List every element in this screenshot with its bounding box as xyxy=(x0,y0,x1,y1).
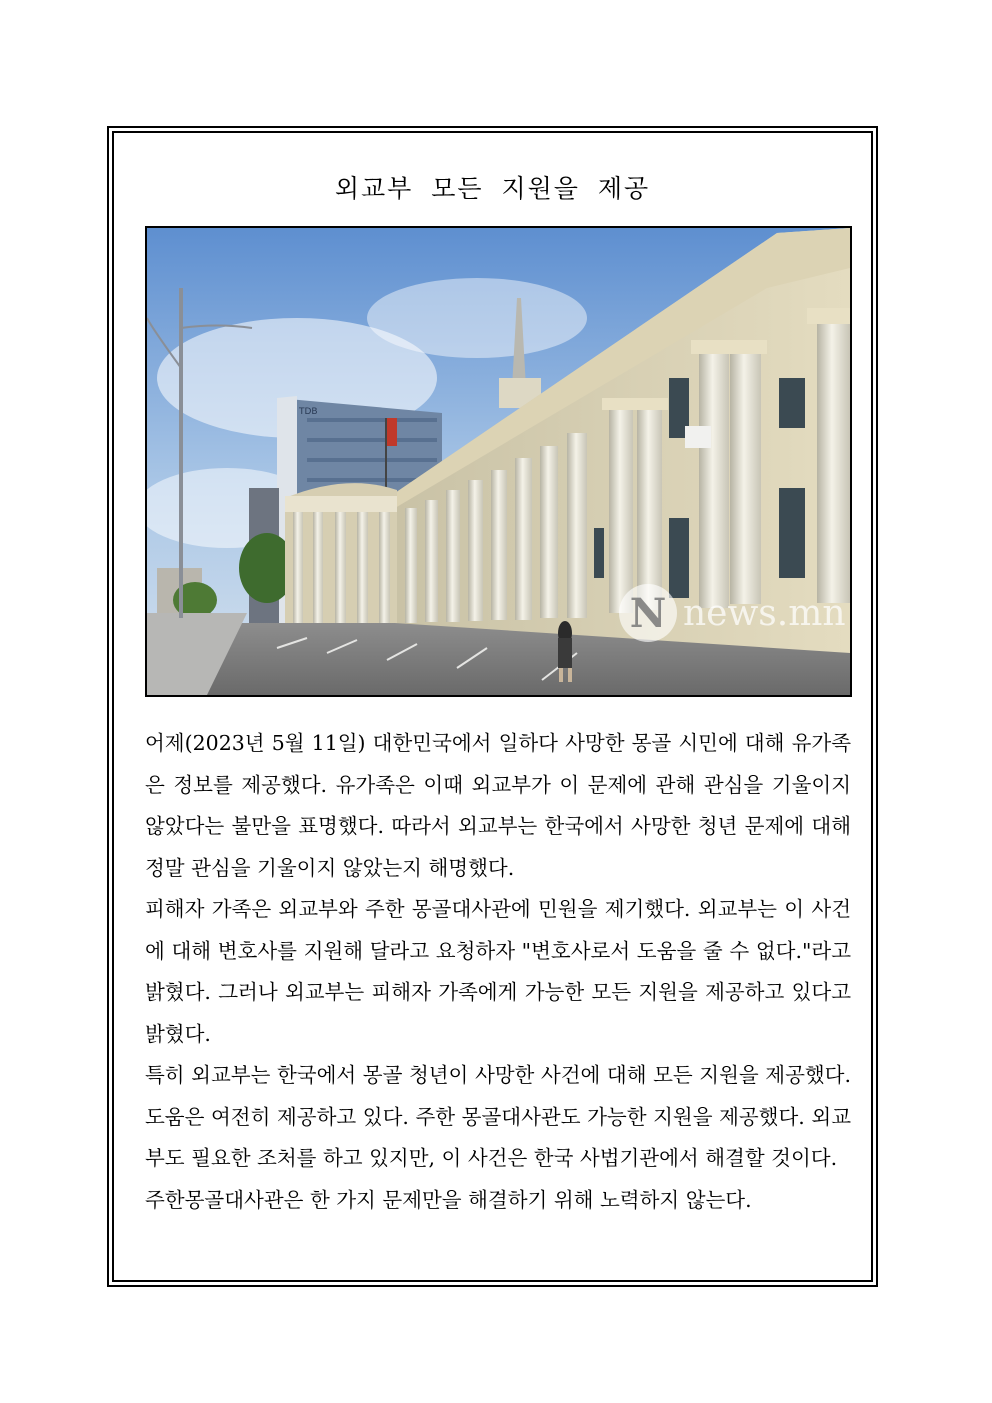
article-title: 외교부 모든 지원을 제공 xyxy=(334,174,651,203)
building-sign: TDB xyxy=(299,407,318,417)
paragraph-4: 주한몽골대사관은 한 가지 문제만을 해결하기 위해 노력하지 않는다. xyxy=(145,1187,752,1212)
article-body xyxy=(145,723,851,1221)
inner-frame xyxy=(112,131,873,1282)
paragraph-1: 어제(2023년 5월 11일) 대한민국에서 일하다 사망한 몽골 시민에 대해 유가족은 정보를 제공했다. 유가족은 이때 외교부가 이 문제에 관해 관심을 기울이지 않았다는 불만을 표명했다. 따라서 외교부는 한국에서 사망한 청년 문제에 대해 정말 관심을 기울이지 않았는지 해명했다. xyxy=(145,731,851,880)
article-photo xyxy=(145,226,852,697)
paragraph-2: 피해자 가족은 외교부와 주한 몽골대사관에 민원을 제기했다. 외교부는 이 사건에 대해 변호사를 지원해 달라고 요청하자 "변호사로서 도움을 줄 수 없다."라고 밝혔다. 그러나 외교부는 피해자 가족에게 가능한 모든 지원을 제공하고 있다고 밝혔다. xyxy=(145,897,851,1046)
page-frame xyxy=(107,126,878,1287)
watermark-logo-icon: N xyxy=(619,584,677,642)
news-watermark xyxy=(619,578,846,648)
paragraph-3: 특히 외교부는 한국에서 몽골 청년이 사망한 사건에 대해 모든 지원을 제공했다. 도움은 여전히 제공하고 있다. 주한 몽골대사관도 가능한 지원을 제공했다. 외교부도 필요한 조처를 하고 있지만, 이 사건은 한국 사법기관에서 해결할 것이다. xyxy=(145,1063,851,1170)
watermark-text: news.mn xyxy=(683,592,846,634)
